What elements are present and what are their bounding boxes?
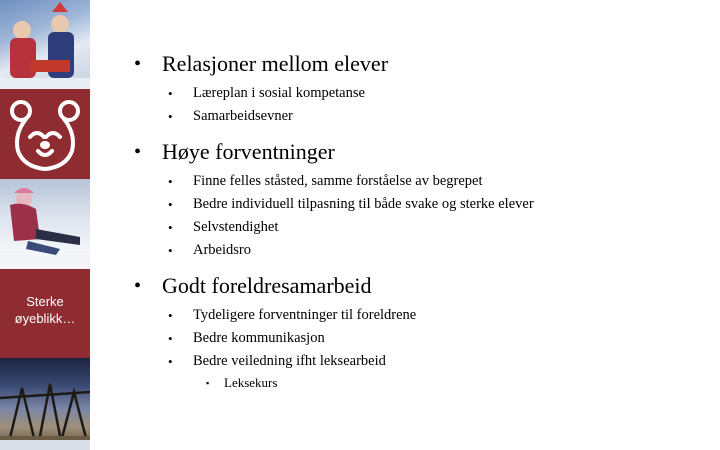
bullet-dot-icon: • bbox=[168, 197, 173, 212]
section-heading bbox=[120, 270, 710, 302]
list-item bbox=[120, 239, 710, 262]
list-item bbox=[120, 82, 710, 105]
slogan-line-2: øyeblikk… bbox=[14, 311, 76, 326]
bullet-dot-icon: • bbox=[168, 308, 173, 323]
section-relasjoner bbox=[120, 48, 710, 128]
list-item-text: Bedre veiledning ifht leksearbeid bbox=[193, 353, 386, 369]
bullet-dot-icon: • bbox=[168, 243, 173, 258]
list-item bbox=[120, 350, 710, 373]
list-item bbox=[120, 304, 710, 327]
bullet-dot-icon: • bbox=[168, 220, 173, 235]
list-item bbox=[120, 193, 710, 216]
sub-list bbox=[120, 304, 710, 393]
sub-list-item bbox=[120, 373, 710, 393]
slogan-tile bbox=[0, 269, 90, 358]
bullet-dot-icon: • bbox=[134, 53, 142, 75]
child-on-sled-photo bbox=[0, 179, 90, 269]
bullet-dot-icon: • bbox=[134, 141, 142, 163]
list-item-text: Bedre kommunikasjon bbox=[193, 330, 325, 346]
list-item bbox=[120, 216, 710, 239]
list-item-text: Samarbeidsevner bbox=[193, 108, 293, 124]
section-forventninger bbox=[120, 136, 710, 262]
list-item bbox=[120, 170, 710, 193]
bullet-square-icon: ▪ bbox=[206, 378, 210, 388]
bullet-dot-icon: • bbox=[168, 174, 173, 189]
sub-list bbox=[120, 170, 710, 262]
list-item-text: Selvstendighet bbox=[193, 219, 279, 235]
section-heading bbox=[120, 136, 710, 168]
list-item bbox=[120, 105, 710, 128]
bullet-dot-icon: • bbox=[168, 86, 173, 101]
sub-list-item-text: Leksekurs bbox=[224, 375, 278, 390]
list-item-text: Læreplan i sosial kompetanse bbox=[193, 85, 365, 101]
slide-content bbox=[120, 48, 710, 401]
slogan-line-1: Sterke bbox=[26, 294, 64, 309]
bullet-dot-icon: • bbox=[168, 354, 173, 369]
section-heading-text: Relasjoner mellom elever bbox=[162, 51, 389, 76]
bullet-dot-icon: • bbox=[168, 109, 173, 124]
bullet-dot-icon: • bbox=[134, 275, 142, 297]
bullet-dot-icon: • bbox=[168, 331, 173, 346]
bear-logo-icon bbox=[0, 89, 90, 179]
tents-landscape-photo bbox=[0, 358, 90, 450]
section-heading-text: Godt foreldresamarbeid bbox=[162, 273, 372, 298]
slogan-caption bbox=[0, 293, 90, 327]
list-item-text: Bedre individuell tilpasning til både svake og sterke elever bbox=[193, 196, 534, 212]
sidebar-photo-strip bbox=[0, 0, 90, 450]
winter-people-photo bbox=[0, 0, 90, 89]
list-item-text: Tydeligere forventninger til foreldrene bbox=[193, 307, 417, 323]
list-item bbox=[120, 327, 710, 350]
list-item-text: Finne felles ståsted, samme forståelse av begrepet bbox=[193, 173, 483, 189]
section-heading-text: Høye forventninger bbox=[162, 139, 335, 164]
section-foreldresamarbeid bbox=[120, 270, 710, 393]
sub-list bbox=[120, 82, 710, 128]
list-item-text: Arbeidsro bbox=[193, 242, 251, 258]
section-heading bbox=[120, 48, 710, 80]
